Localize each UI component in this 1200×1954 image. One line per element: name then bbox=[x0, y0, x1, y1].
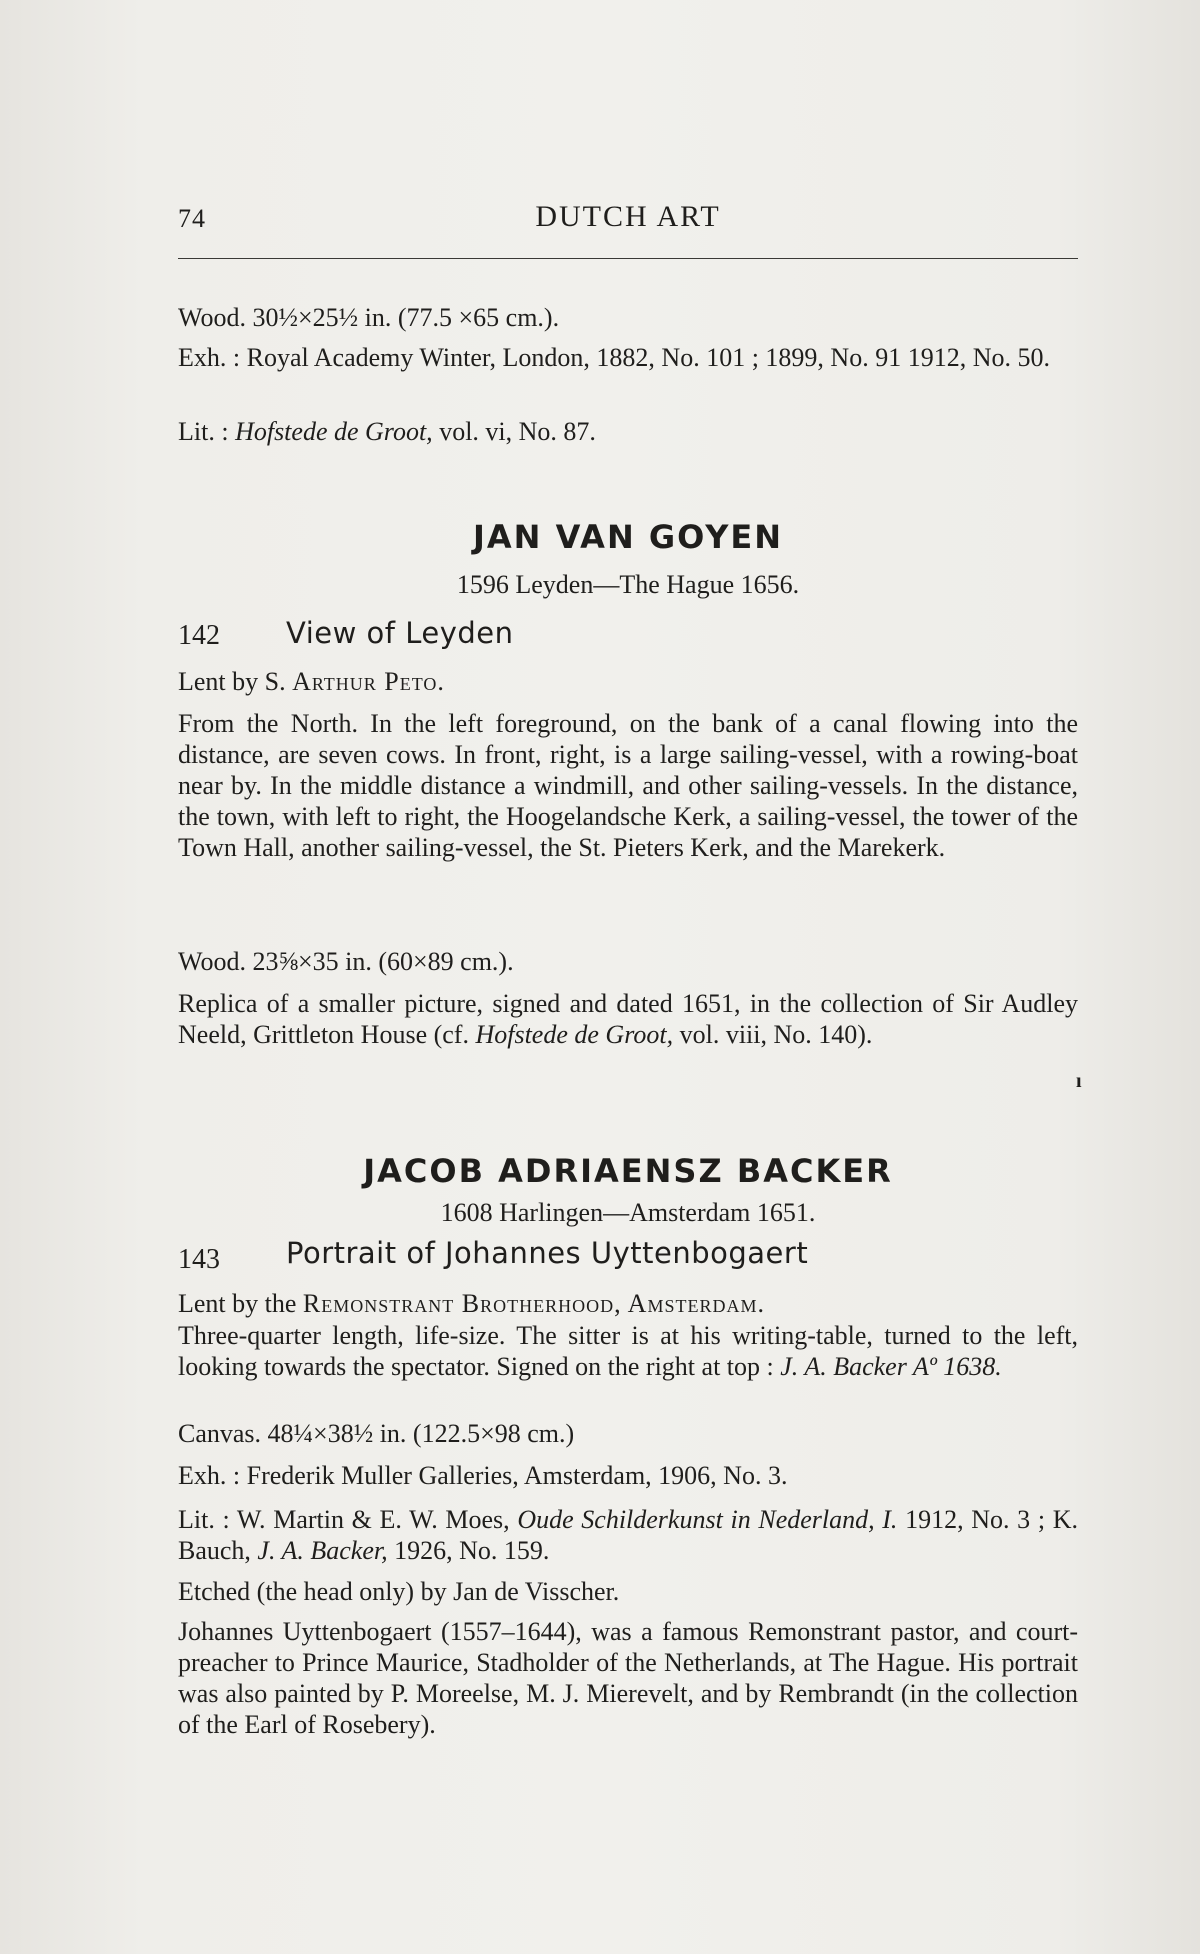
entry-142-medium: Wood. 23⅝×35 in. (60×89 cm.). bbox=[178, 947, 514, 976]
lender-name: Remonstrant Brotherhood, Amsterdam. bbox=[302, 1289, 765, 1318]
entry-number: 143 bbox=[178, 1244, 220, 1275]
description-text: Three-quarter length, life-size. The sitter is at his writing-table, turned to the left, looking towards the spectator. Signed on the right at top : bbox=[178, 1321, 1078, 1381]
entry-heading-143 bbox=[178, 1236, 1078, 1276]
running-title: DUTCH ART bbox=[535, 200, 721, 233]
prev-entry-exhibitions: Exh. : Royal Academy Winter, London, 1882, No. 101 ; 1899, No. 91 1912, No. 50. bbox=[178, 343, 1050, 372]
entry-143-description bbox=[178, 1320, 1078, 1382]
prev-entry-literature bbox=[178, 416, 1078, 447]
signature-inscription: J. A. Backer Aº 1638. bbox=[780, 1352, 1002, 1381]
entry-143-exhibitions: Exh. : Frederik Muller Galleries, Amsterdam, 1906, No. 3. bbox=[178, 1461, 788, 1490]
lit-middle: 1912, No. 3 ; K. Bauch, bbox=[178, 1505, 1078, 1565]
entry-143-lender bbox=[178, 1288, 1078, 1319]
lit-prefix: Lit. : W. Martin & E. W. Moes, bbox=[178, 1505, 518, 1534]
entry-142-lender bbox=[178, 666, 1078, 697]
entry-142-description: From the North. In the left foreground, on the bank of a canal flowing into the distance, are seven cows. In front, right, is a large sailing-vessel, with a rowing-boat near by. In the middle distance a windmill, and other sailing-vessels. In the distance, the town, with left to right, the Hoogelandsche Kerk, a sailing-vessel, the tower of the Town Hall, another sailing-vessel, the St. Pieters Kerk, and the Marekerk. bbox=[178, 709, 1078, 862]
entry-number: 142 bbox=[178, 620, 220, 651]
page-number: 74 bbox=[178, 204, 206, 233]
entry-142-replica-note bbox=[178, 988, 1078, 1050]
entry-143-medium: Canvas. 48¼×38½ in. (122.5×98 cm.) bbox=[178, 1419, 575, 1448]
replica-end: vol. viii, No. 140). bbox=[673, 1020, 873, 1049]
lit-prefix: Lit. : bbox=[178, 417, 236, 446]
entry-143-literature bbox=[178, 1504, 1078, 1566]
lender-prefix: Lent by S. bbox=[178, 667, 293, 696]
header-rule bbox=[178, 258, 1078, 259]
entry-title: Portrait of Johannes Uyttenbogaert bbox=[286, 1236, 809, 1270]
artist-dates-backer: 1608 Harlingen—Amsterdam 1651. bbox=[440, 1198, 816, 1227]
replica-author: Hofstede de Groot, bbox=[475, 1020, 674, 1049]
entry-title: View of Leyden bbox=[286, 616, 514, 650]
artist-heading-backer: JACOB ADRIAENSZ BACKER bbox=[363, 1152, 893, 1190]
lender-prefix: Lent by the bbox=[178, 1289, 303, 1318]
entry-143-etched: Etched (the head only) by Jan de Visscher. bbox=[178, 1577, 620, 1606]
artist-heading-van-goyen: JAN VAN GOYEN bbox=[472, 518, 783, 556]
entry-heading-142 bbox=[178, 616, 1078, 656]
stray-mark: ı bbox=[1076, 1070, 1082, 1092]
lit-end: 1926, No. 159. bbox=[387, 1536, 550, 1565]
page-header bbox=[178, 200, 1078, 240]
replica-text: Replica of a smaller picture, signed and dated 1651, in the collection of Sir Audley Neeld, Grittleton House (cf. bbox=[178, 989, 1078, 1049]
lit-suffix: vol. vi, No. 87. bbox=[432, 417, 596, 446]
lit-title-2: J. A. Backer, bbox=[257, 1536, 388, 1565]
lender-name: Arthur Peto. bbox=[292, 667, 445, 696]
lit-title-1: Oude Schilderkunst in Nederland, I. bbox=[517, 1505, 898, 1534]
entry-143-biography: Johannes Uyttenbogaert (1557–1644), was a famous Remonstrant pastor, and court-preacher to Prince Maurice, Stadholder of the Netherlands, at The Hague. His portrait was also painted by P. Moreelse, M. J. Mierevelt, and by Rembrandt (in the collection of the Earl of Rosebery). bbox=[178, 1617, 1078, 1739]
lit-author: Hofstede de Groot, bbox=[235, 417, 433, 446]
artist-dates-van-goyen: 1596 Leyden—The Hague 1656. bbox=[456, 570, 800, 599]
prev-entry-medium: Wood. 30½×25½ in. (77.5 ×65 cm.). bbox=[178, 303, 560, 332]
